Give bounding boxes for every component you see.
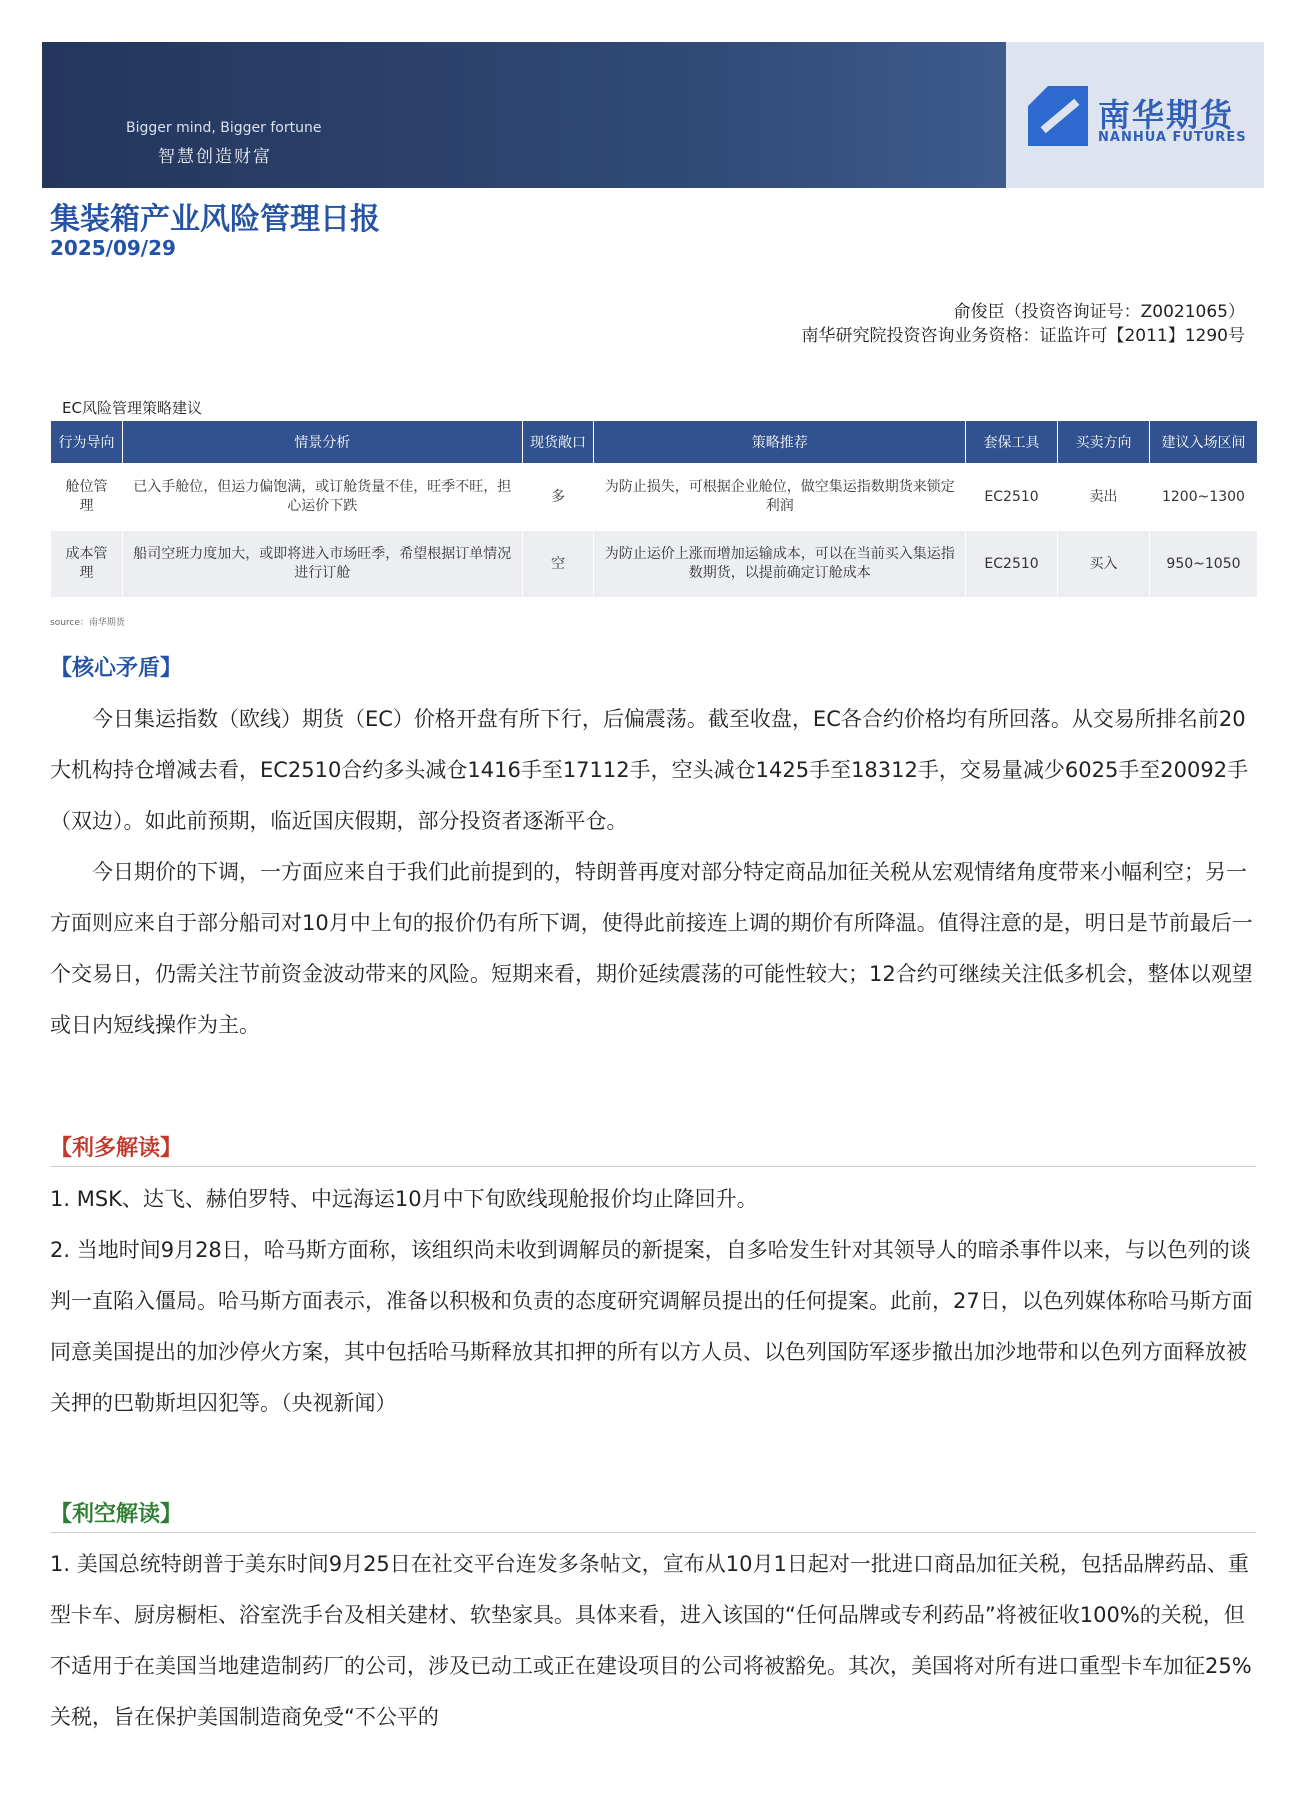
table-cell: 950~1050 bbox=[1149, 531, 1257, 598]
core-heading: 【核心矛盾】 bbox=[50, 656, 183, 681]
table-cell: EC2510 bbox=[966, 531, 1058, 598]
table-cell: EC2510 bbox=[966, 464, 1058, 531]
author-block bbox=[801, 300, 1245, 348]
table-cell: 舱位管理 bbox=[51, 464, 123, 531]
logo-name-en: NANHUA FUTURES bbox=[1098, 130, 1247, 145]
table-cell: 已入手舱位，但运力偏饱满，或订舱货量不佳，旺季不旺，担心运价下跌 bbox=[122, 464, 522, 531]
section-divider bbox=[50, 1532, 1256, 1533]
table-row bbox=[51, 464, 1258, 531]
bearish-paragraph-1: 1. 美国总统特朗普于美东时间9月25日在社交平台连发多条帖文，宣布从10月1日起对一批进口商品加征关税，包括品牌药品、重型卡车、厨房橱柜、浴室洗手台及相关建材、软垫家具。具体来看，进入该国的“任何品牌或专利药品”将被征收100%的关税，但不适用于在美国当地建造制药厂的公司，涉及已动工或正在建设项目的公司将被豁免。其次，美国将对所有进口重型卡车加征25%关税，旨在保护美国制造商免受“不公平的 bbox=[50, 1552, 1252, 1729]
col-header: 买卖方向 bbox=[1058, 421, 1150, 464]
table-source: source：南华期货 bbox=[50, 618, 125, 628]
logo-name-cn: 南华期货 bbox=[1098, 96, 1235, 134]
strategy-table bbox=[50, 420, 1258, 598]
table-cell: 卖出 bbox=[1058, 464, 1150, 531]
col-header: 策略推荐 bbox=[594, 421, 966, 464]
section-divider bbox=[50, 1166, 1256, 1167]
license-line: 南华研究院投资咨询业务资格：证监许可【2011】1290号 bbox=[801, 326, 1245, 346]
table-cell: 买入 bbox=[1058, 531, 1150, 598]
table-caption: EC风险管理策略建议 bbox=[62, 399, 202, 417]
company-logo bbox=[1006, 42, 1264, 188]
bullish-paragraph-1: 1. MSK、达飞、赫伯罗特、中远海运10月中下旬欧线现舱报价均止降回升。 bbox=[50, 1187, 758, 1211]
table-cell: 船司空班力度加大，或即将进入市场旺季，希望根据订单情况进行订舱 bbox=[122, 531, 522, 598]
col-header: 套保工具 bbox=[966, 421, 1058, 464]
col-header: 现货敞口 bbox=[522, 421, 594, 464]
table-header-row bbox=[51, 421, 1258, 464]
nanhua-logo-icon bbox=[1028, 86, 1088, 146]
table-cell: 为防止运价上涨而增加运输成本，可以在当前买入集运指数期货，以提前确定订舱成本 bbox=[594, 531, 966, 598]
slogan-english: Bigger mind, Bigger fortune bbox=[126, 120, 322, 136]
bullish-heading: 【利多解读】 bbox=[50, 1136, 183, 1161]
col-header: 建议入场区间 bbox=[1149, 421, 1257, 464]
table-cell: 1200~1300 bbox=[1149, 464, 1257, 531]
col-header: 情景分析 bbox=[122, 421, 522, 464]
report-title: 集装箱产业风险管理日报 bbox=[50, 202, 380, 237]
col-header: 行为导向 bbox=[51, 421, 123, 464]
header-banner bbox=[42, 42, 1264, 188]
core-paragraph-2: 今日期价的下调，一方面应来自于我们此前提到的，特朗普再度对部分特定商品加征关税从宏观情绪角度带来小幅利空；另一方面则应来自于部分船司对10月中上旬的报价仍有所下调，使得此前接连上调的期价有所降温。值得注意的是，明日是节前最后一个交易日，仍需关注节前资金波动带来的风险。短期来看，期价延续震荡的可能性较大；12合约可继续关注低多机会，整体以观望或日内短线操作为主。 bbox=[50, 860, 1253, 1037]
bullish-paragraph-2: 2. 当地时间9月28日，哈马斯方面称，该组织尚未收到调解员的新提案，自多哈发生针对其领导人的暗杀事件以来，与以色列的谈判一直陷入僵局。哈马斯方面表示，准备以积极和负责的态度研究调解员提出的任何提案。此前，27日，以色列媒体称哈马斯方面同意美国提出的加沙停火方案，其中包括哈马斯释放其扣押的所有以方人员、以色列国防军逐步撤出加沙地带和以色列方面释放被关押的巴勒斯坦囚犯等。（央视新闻） bbox=[50, 1238, 1253, 1415]
author-line: 俞俊臣（投资咨询证号：Z0021065） bbox=[953, 302, 1245, 322]
table-cell: 多 bbox=[522, 464, 594, 531]
report-date: 2025/09/29 bbox=[50, 236, 176, 260]
table-cell: 为防止损失，可根据企业舱位，做空集运指数期货来锁定利润 bbox=[594, 464, 966, 531]
table-cell: 成本管理 bbox=[51, 531, 123, 598]
slogan-chinese: 智慧创造财富 bbox=[158, 147, 272, 167]
table-cell: 空 bbox=[522, 531, 594, 598]
core-paragraph-1: 今日集运指数（欧线）期货（EC）价格开盘有所下行，后偏震荡。截至收盘，EC各合约价格均有所回落。从交易所排名前20大机构持仓增减去看，EC2510合约多头减仓1416手至17112手，空头减仓1425手至18312手，交易量减少6025手至20092手（双边）。如此前预期，临近国庆假期，部分投资者逐渐平仓。 bbox=[50, 707, 1249, 833]
table-row bbox=[51, 531, 1258, 598]
bearish-heading: 【利空解读】 bbox=[50, 1502, 183, 1527]
